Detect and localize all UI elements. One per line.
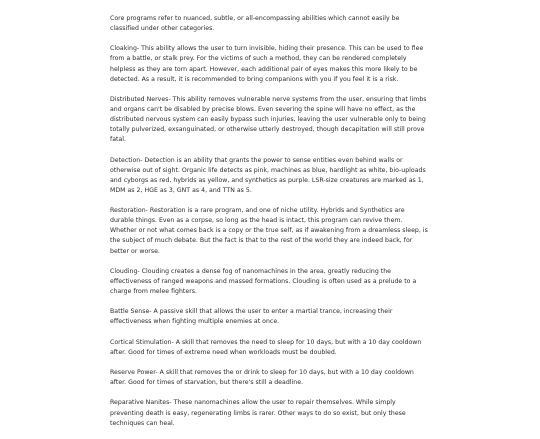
paragraph-reserve-power: Reserve Power- A skill that removes the or drink to sleep for 10 days, but with a 10 day cooldown after. Good for times of starvation, but there's still a deadline. bbox=[110, 369, 414, 387]
paragraph-intro: Core programs refer to nuanced, subtle, or all-encompassing abilities which cannot easily be classified under other categories. bbox=[110, 15, 400, 33]
paragraph-cortical-stimulation: Cortical Stimulation- A skill that removes the need to sleep for 10 days, but with a 10 day cooldown after. Good for times of extreme need when workloads must be doubled. bbox=[110, 338, 422, 356]
paragraph-cloaking: Cloaking- This ability allows the user to turn invisible, hiding their presence. This can be used to flee from a battle, or stalk prey. For the victims of such a method, they can be rendered completely helpless as they are torn apart. However, each additional pair of eyes makes this more likely to be detected. As a result, it is recommended to bring companions with you if you feel it is a risk. bbox=[110, 45, 424, 83]
paragraph-distributed-nerves: Distributed Nerves- This ability removes vulnerable nerve systems from the user, ensuring that limbs and organs can't be disabled by precise blows. Even severing the spine will have no effect, as the distributed nervous system can easily bypass such injuries, leaving the user vulnerable only to being totally pulverized, exsanguinated, or otherwise utterly destroyed, though decapitation will still prove fatal. bbox=[110, 95, 427, 144]
paragraph-battle-sense: Battle Sense- A passive skill that allows the user to enter a martial trance, increasing their effectiveness when fighting multiple enemies at once. bbox=[110, 308, 393, 326]
paragraph-restoration: Restoration- Restoration is a rare program, and one of niche utility. Hybrids and Synthetics are durable things. Even as a corpse, so long as the head is intact, this program can revive them. Whether or not what comes back is a copy or the true self, as if awakening from a dreamless sleep, is the subject of much debate. But the fact is that to the rest of the world they are indeed back, for better or worse. bbox=[110, 207, 428, 255]
paragraph-detection: Detection- Detection is an ability that grants the power to sense entities even behind walls or otherwise out of sight. Organic life detects as pink, machines as blue, hardlight as white, bio-uploads and cyborgs as red, hybrids as yellow, and synthetics as purple. LSR-size creatures are marked as 1, MDM as 2, HGE as 3, GNT as 4, and TTN as 5. bbox=[110, 156, 426, 194]
paragraph-clouding: Clouding- Clouding creates a dense fog of nanomachines in the area, greatly reducing the effectiveness of ranged weapons and massed formations. Clouding is often used as a prelude to a charge from melee fighters. bbox=[110, 267, 417, 295]
document-body bbox=[110, 14, 430, 439]
paragraph-reparative-nanites: Reparative Nanites- These nanomachines allow the user to repair themselves. While simply preventing death is easy, regenerating limbs is rarer. Other ways to do so exist, but only these techniques can heal. bbox=[110, 399, 406, 427]
